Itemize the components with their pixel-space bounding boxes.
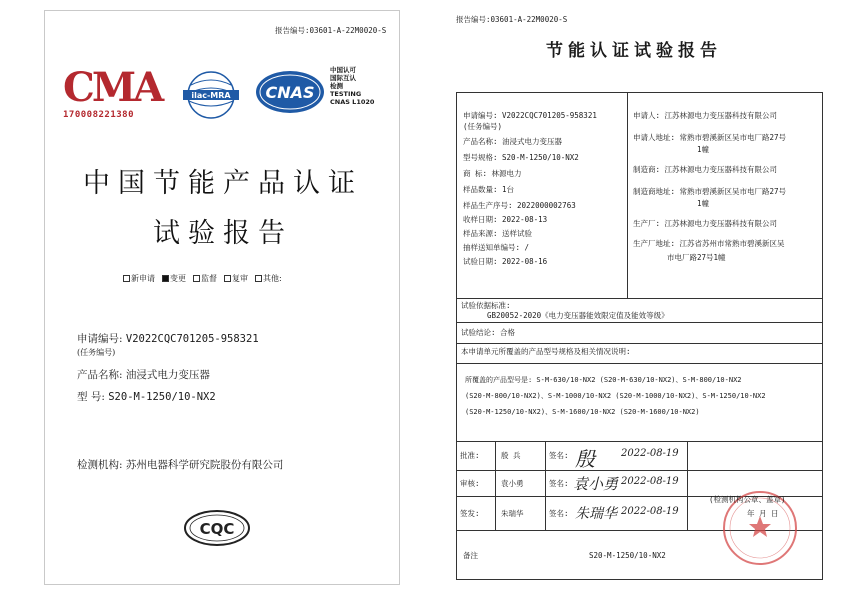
report-number [275,25,386,36]
testing-organization-label: 检测机构: [77,459,123,471]
testing-organization-field [77,457,283,472]
checkbox-checked-icon [162,275,169,282]
remark-value: S20-M-1250/10-NX2 [589,551,666,560]
checkbox-supervision [193,273,217,284]
conclusion-field [461,328,515,338]
task-number-line: (任务编号) [463,122,503,131]
checkbox-icon [123,275,130,282]
approve-name: 殷 兵 [501,451,521,460]
model-spec-line: 型号规格: S20-M-1250/10-NX2 [463,153,579,162]
issue-date: 2022-08-19 [621,506,679,517]
issue-name: 朱瑞华 [501,509,524,518]
cnas-line: 检测 [330,82,343,90]
coverage-note-title: 本申请单元所覆盖的产品型号规格及相关情况说明: [461,347,631,356]
coverage-line-2: (S20-M-800/10-NX2)、S-M-1000/10-NX2 (S20-M-1000/10-NX2)、S-M-1250/10-NX2 [465,392,766,400]
approver-signature: 殷 [575,447,595,471]
model-field [77,389,216,404]
issue-label: 签发: [460,509,480,518]
checkbox-other [255,273,282,284]
cnas-line: CNAS L1020 [330,98,375,106]
cnas-line: 中国认可 [330,66,356,74]
application-number-field [77,331,259,346]
issue-sign-label: 签名: [549,509,569,518]
ilac-mra-logo [177,69,245,121]
report-details-page [436,10,832,585]
application-number-value: V2022CQC701205-958321 [125,333,259,345]
approve-sign-label: 签名: [549,451,569,460]
trademark-line: 商 标: 林源电力 [463,169,522,178]
sampling-notice-line: 抽样送知单编号: / [463,243,530,252]
report-number-value: 03601-A-22M0020-S [490,15,568,24]
test-basis-label: 试验依据标准: [461,301,511,310]
factory-address-line: 生产厂地址: 江苏省苏州市常熟市碧溪新区吴 [633,239,785,248]
checkbox-label: 其他: [263,274,282,283]
checkbox-icon [255,275,262,282]
checkbox-label: 复审 [232,274,248,283]
checkbox-label: 监督 [201,274,217,283]
cnas-info [330,66,400,106]
cnas-logo [253,67,327,117]
report-number-label: 报告编号: [456,15,491,24]
checkbox-label: 变更 [170,274,186,283]
cma-number: 170008221380 [63,110,135,120]
conclusion-label: 试验结论: [461,328,496,337]
checkbox-icon [224,275,231,282]
factory-line: 生产厂: 江苏林源电力变压器科技有限公司 [633,219,778,228]
approve-date: 2022-08-19 [621,448,679,459]
reviewer-signature: 袁小勇 [573,475,619,493]
approve-label: 批准: [460,451,480,460]
test-basis-value: GB20052-2020《电力变压器能效限定值及能效等级》 [487,311,669,320]
product-name-field [77,367,210,382]
app-number-line: 申请编号: V2022CQC701205-958321 [463,111,597,120]
checkbox-icon [193,275,200,282]
cma-mark: CMA [63,64,162,111]
details-title: 节能认证试验报告 [546,41,722,61]
coverage-line-3: (S20-M-1250/10-NX2)、S-M-1600/10-NX2 (S20-M-1600/10-NX2) [465,408,700,416]
applicant-address-line2: 1幢 [697,145,710,154]
cnas-logo-text: CNAS [265,83,315,102]
factory-address-line2: 市电厂路27号1幢 [667,253,726,262]
checkbox-change [162,273,186,284]
remark-label: 备注 [463,551,478,560]
product-name-line: 产品名称: 油浸式电力变压器 [463,137,563,146]
application-type-checkboxes [123,273,282,284]
receive-date-line: 收样日期: 2022-08-13 [463,215,548,224]
product-name-value: 油浸式电力变压器 [125,369,210,381]
report-number [456,14,567,25]
issuer-signature: 朱瑞华 [575,506,617,522]
cover-title-line1: 中国节能产品认证 [83,168,363,199]
review-sign-label: 签名: [549,479,569,488]
manufacturer-address-line: 制造商地址: 常熟市碧溪新区吴市电厂路27号 [633,187,787,196]
sample-quantity-line: 样品数量: 1台 [463,185,515,194]
cqc-text: CQC [199,520,235,538]
manufacturer-line: 制造商: 江苏林源电力变压器科技有限公司 [633,165,778,174]
task-number-label: (任务编号) [77,348,116,357]
cqc-logo [182,508,252,548]
stamp-caption: (检测机构公章、盖章) [709,495,786,504]
model-label: 型 号: [77,391,105,403]
applicant-address-line: 申请人地址: 常熟市碧溪新区吴市电厂路27号 [633,133,787,142]
checkbox-label: 新申请 [131,274,155,283]
review-name: 袁小勇 [501,479,524,488]
review-date: 2022-08-19 [621,476,679,487]
report-number-label: 报告编号: [275,26,310,35]
conclusion-value: 合格 [500,328,516,337]
sample-source-line: 样品来源: 送样试验 [463,229,533,238]
report-cover-page [44,10,400,585]
stamp-date: 年 月 日 [747,509,779,518]
cnas-line: 国际互认 [330,74,356,82]
manufacturer-address-line2: 1幢 [697,199,710,208]
applicant-line: 申请人: 江苏林源电力变压器科技有限公司 [633,111,778,120]
coverage-line-1: 所覆盖的产品型号是: S-M-630/10-NX2 (S20-M-630/10-NX2)、S-M-800/10-NX2 [465,376,742,384]
report-number-value: 03601-A-22M0020-S [309,26,387,35]
cover-title-line2: 试验报告 [153,218,293,249]
test-date-line: 试验日期: 2022-08-16 [463,257,548,266]
cma-logo [63,66,173,120]
product-name-label: 产品名称: [77,369,123,381]
checkbox-new-application [123,273,155,284]
checkbox-review [224,273,248,284]
cnas-line: TESTING [330,90,362,98]
review-label: 审核: [460,479,480,488]
model-value: S20-M-1250/10-NX2 [108,391,216,403]
ilac-text: ilac-MRA [191,91,231,100]
testing-organization-value: 苏州电器科学研究院股份有限公司 [125,459,284,471]
details-table [456,92,823,580]
sample-serial-line: 样品生产序号: 2022000002763 [463,201,576,210]
application-number-label: 申请编号: [77,333,123,345]
